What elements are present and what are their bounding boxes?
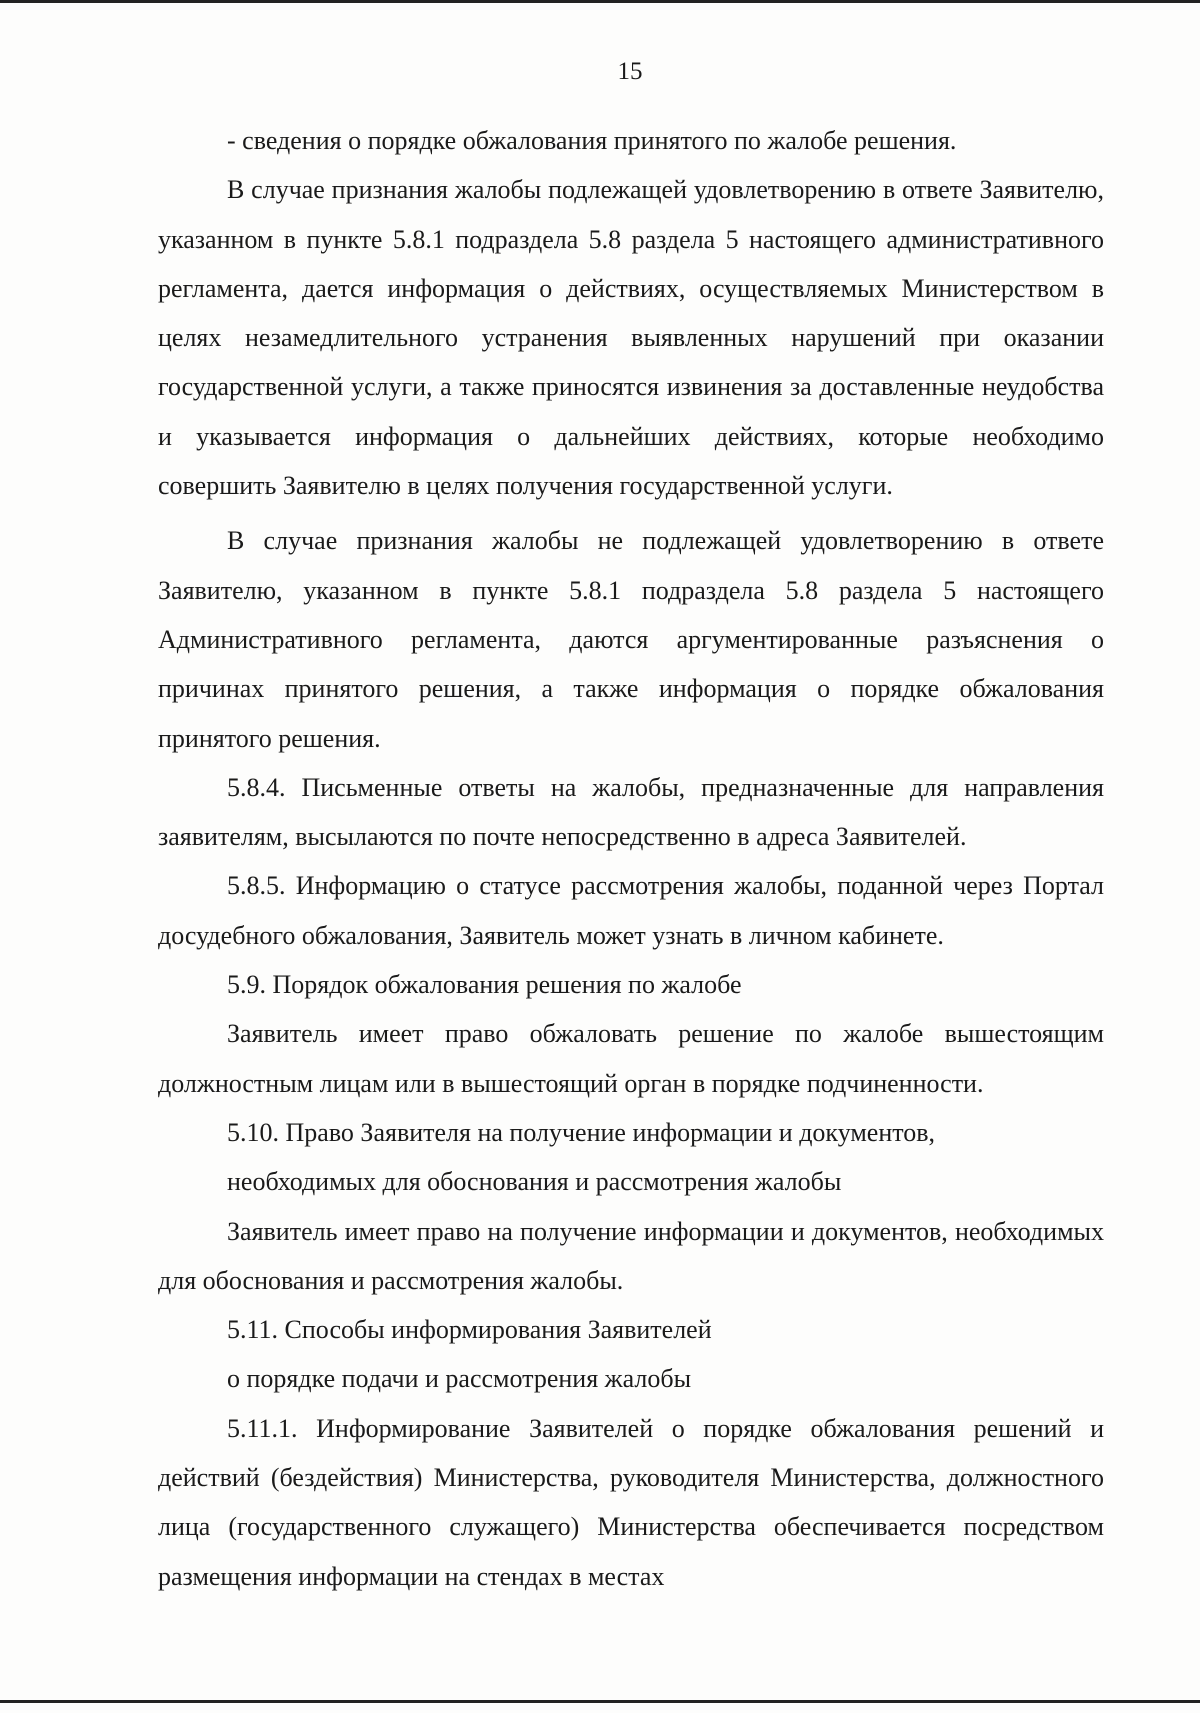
heading-5-10-line1: 5.10. Право Заявителя на получение информации и документов, — [227, 1117, 936, 1147]
heading-5-11-line2: о порядке подачи и рассмотрения жалобы — [227, 1364, 692, 1394]
paragraph-info-right: Заявитель имеет право на получение информации и документов, необходимых для обоснования и рассмотрения жалобы. — [158, 1216, 1104, 1295]
heading-5-9: 5.9. Порядок обжалования решения по жалобе — [227, 970, 742, 1000]
bottom-border-line — [0, 1700, 1200, 1703]
paragraph-5-8-5: 5.8.5. Информацию о статусе рассмотрения жалобы, поданной через Портал досудебного обжалования, Заявитель может узнать в личном кабинете. — [158, 871, 1104, 950]
paragraph-appeal-right: Заявитель имеет право обжаловать решение по жалобе вышестоящим должностным лицам или в вышестоящий орган в порядке подчиненности. — [158, 1019, 1104, 1098]
heading-5-11-line1: 5.11. Способы информирования Заявителей — [227, 1315, 712, 1345]
document-body — [158, 116, 1104, 1601]
paragraph-complaint-satisfied: В случае признания жалобы подлежащей удовлетворению в ответе Заявителю, указанном в пункте 5.8.1 подраздела 5.8 раздела 5 настоящего административного регламента, дается информация о действиях, осуществляемых Министерством в целях незамедлительного устранения выявленных нарушений при оказании государственной услуги, а также приносятся извинения за доставленные неудобства и указывается информация о дальнейших действиях, которые необходимо совершить Заявителю в целях получения государственной услуги. — [158, 175, 1104, 501]
paragraph-complaint-rejected: В случае признания жалобы не подлежащей удовлетворению в ответе Заявителю, указанном в пункте 5.8.1 подраздела 5.8 раздела 5 настоящего Административного регламента, даются аргументированные разъяснения о причинах принятого решения, а также информация о порядке обжалования принятого решения. — [158, 526, 1104, 753]
page-number: 15 — [617, 58, 643, 85]
paragraph-5-11-1: 5.11.1. Информирование Заявителей о порядке обжалования решений и действий (бездействия) Министерства, руководителя Министерства, должностного лица (государственного служащего) Министерства обеспечивается посредством размещения информации на стендах в местах — [158, 1413, 1104, 1591]
heading-5-10-line2: необходимых для обоснования и рассмотрения жалобы — [227, 1167, 842, 1197]
paragraph-appeal-info: - сведения о порядке обжалования принятого по жалобе решения. — [227, 126, 957, 155]
top-border-line — [0, 0, 1200, 3]
paragraph-5-8-4: 5.8.4. Письменные ответы на жалобы, предназначенные для направления заявителям, высылаются по почте непосредственно в адреса Заявителей. — [158, 772, 1104, 852]
